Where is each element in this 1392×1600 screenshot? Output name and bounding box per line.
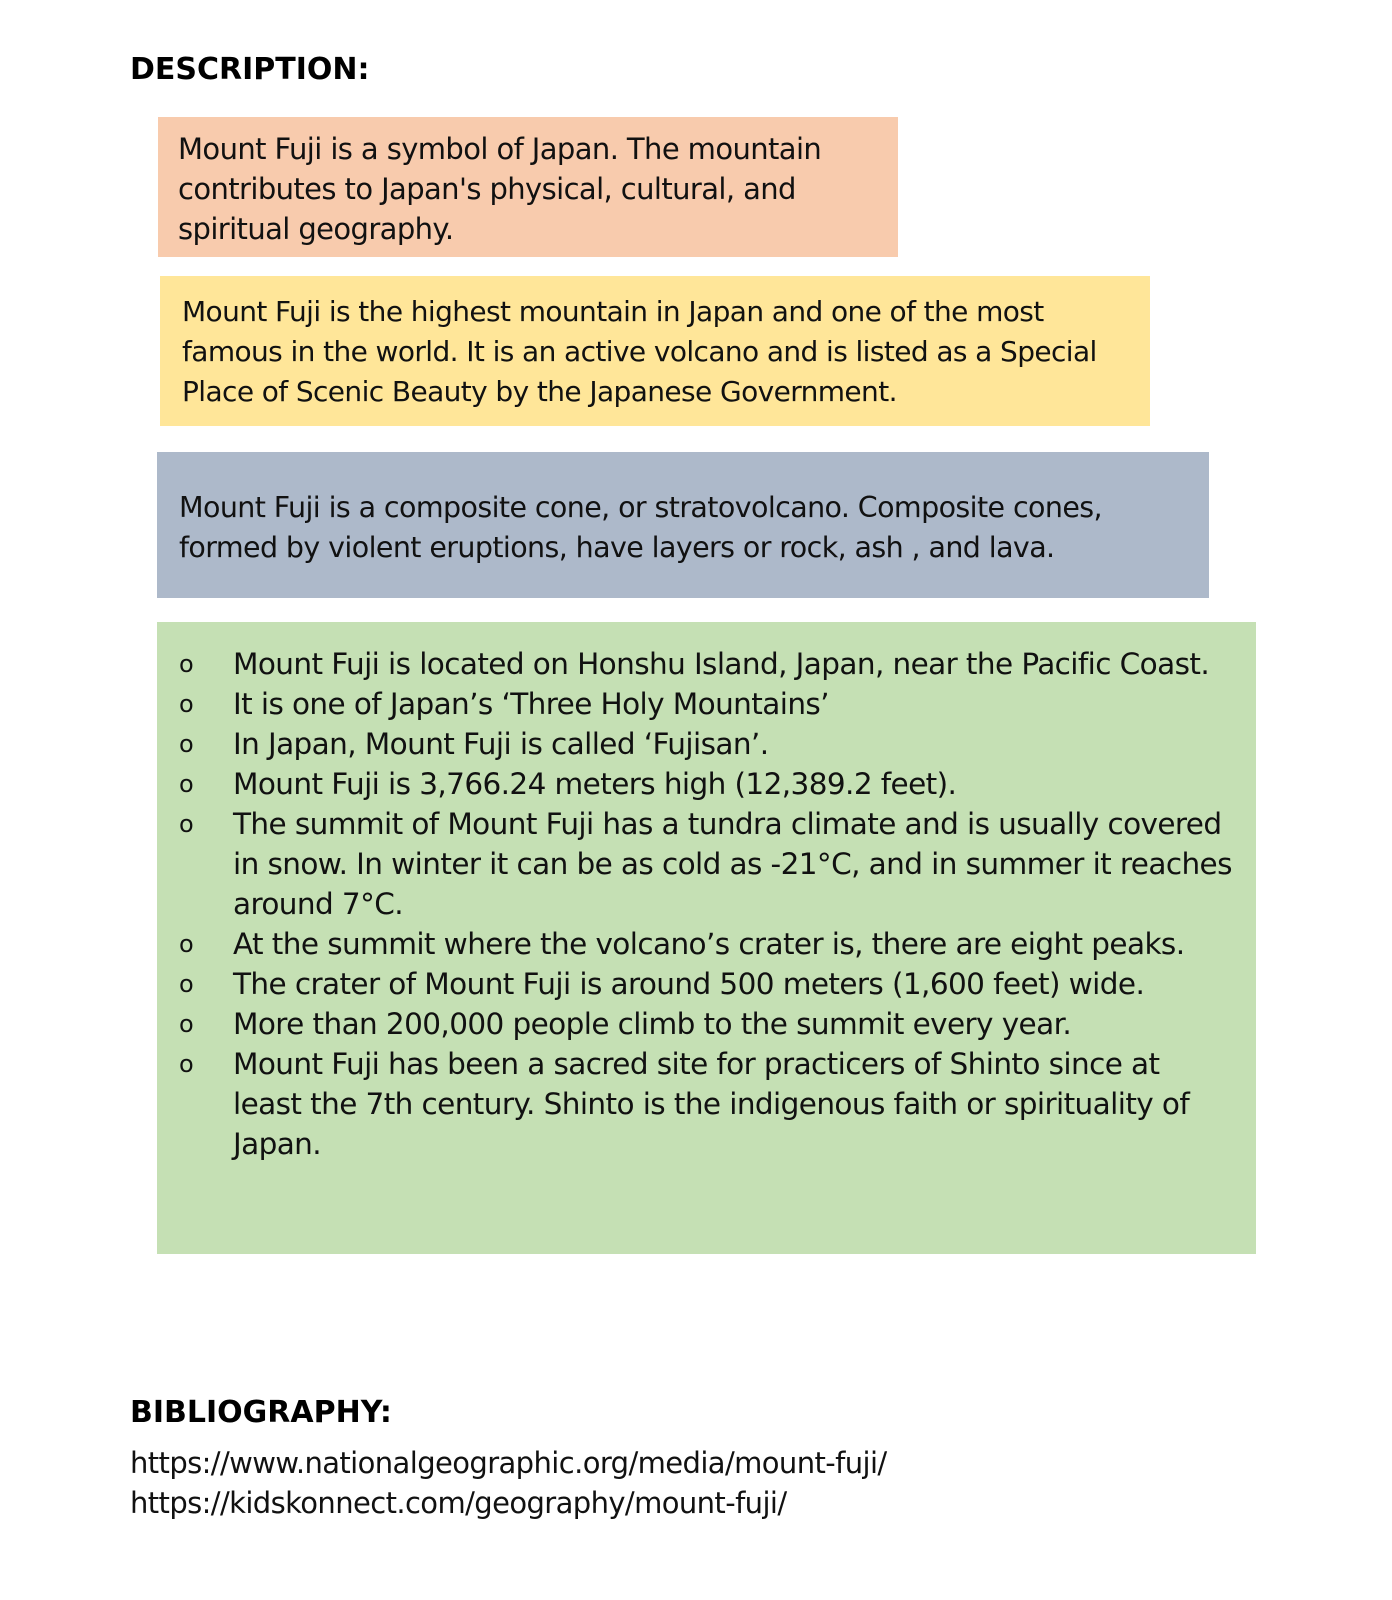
highest-mountain-box — [160, 276, 1150, 426]
list-item — [177, 924, 1234, 964]
bibliography-links — [130, 1443, 887, 1523]
list-item — [177, 764, 1234, 804]
circle-bullet-icon: o — [179, 1010, 194, 1038]
fact-text: In Japan, Mount Fuji is called ‘Fujisan’. — [233, 727, 769, 761]
fact-text: The summit of Mount Fuji has a tundra climate and is usually covered in snow. In winter it can be as cold as -21°C, and in summer it reaches around 7°C. — [233, 807, 1232, 921]
list-item — [177, 1044, 1234, 1164]
circle-bullet-icon: o — [179, 690, 194, 718]
composite-cone-text: Mount Fuji is a composite cone, or stratovolcano. Composite cones, formed by violent eruptions, have layers or rock, ash , and lava. — [179, 491, 1102, 564]
highest-mountain-text: Mount Fuji is the highest mountain in Japan and one of the most famous in the world. It is an active volcano and is listed as a Special Place of Scenic Beauty by the Japanese Government. — [182, 295, 1097, 408]
circle-bullet-icon: o — [179, 650, 194, 678]
fact-text: The crater of Mount Fuji is around 500 meters (1,600 feet) wide. — [233, 967, 1145, 1001]
bibliography-link-kidskonnect[interactable]: https://kidskonnect.com/geography/mount-fuji/ — [130, 1486, 787, 1520]
list-item — [177, 644, 1234, 684]
composite-cone-box — [157, 452, 1209, 598]
list-item — [177, 724, 1234, 764]
circle-bullet-icon: o — [179, 930, 194, 958]
fact-text: It is one of Japan’s ‘Three Holy Mountains’ — [233, 687, 829, 721]
circle-bullet-icon: o — [179, 810, 194, 838]
symbol-box — [158, 117, 898, 257]
fact-text: Mount Fuji is 3,766.24 meters high (12,389.2 feet). — [233, 767, 957, 801]
facts-box — [157, 622, 1256, 1254]
fact-text: Mount Fuji has been a sacred site for practicers of Shinto since at least the 7th century. Shinto is the indigenous faith or spirituality of Japan. — [233, 1047, 1190, 1161]
circle-bullet-icon: o — [179, 970, 194, 998]
circle-bullet-icon: o — [179, 730, 194, 758]
list-item — [177, 1004, 1234, 1044]
list-item — [177, 684, 1234, 724]
symbol-text: Mount Fuji is a symbol of Japan. The mountain contributes to Japan's physical, cultural, and spiritual geography. — [178, 132, 822, 246]
description-heading: DESCRIPTION: — [130, 52, 370, 87]
fact-text: Mount Fuji is located on Honshu Island, Japan, near the Pacific Coast. — [233, 647, 1210, 681]
facts-list — [177, 644, 1234, 1164]
bibliography-heading: BIBLIOGRAPHY: — [130, 1395, 392, 1430]
fact-text: At the summit where the volcano’s crater is, there are eight peaks. — [233, 927, 1185, 961]
circle-bullet-icon: o — [179, 1050, 194, 1078]
list-item — [177, 804, 1234, 924]
circle-bullet-icon: o — [179, 770, 194, 798]
fact-text: More than 200,000 people climb to the summit every year. — [233, 1007, 1072, 1041]
bibliography-link-national-geographic[interactable]: https://www.nationalgeographic.org/media/mount-fuji/ — [130, 1446, 887, 1480]
list-item — [177, 964, 1234, 1004]
